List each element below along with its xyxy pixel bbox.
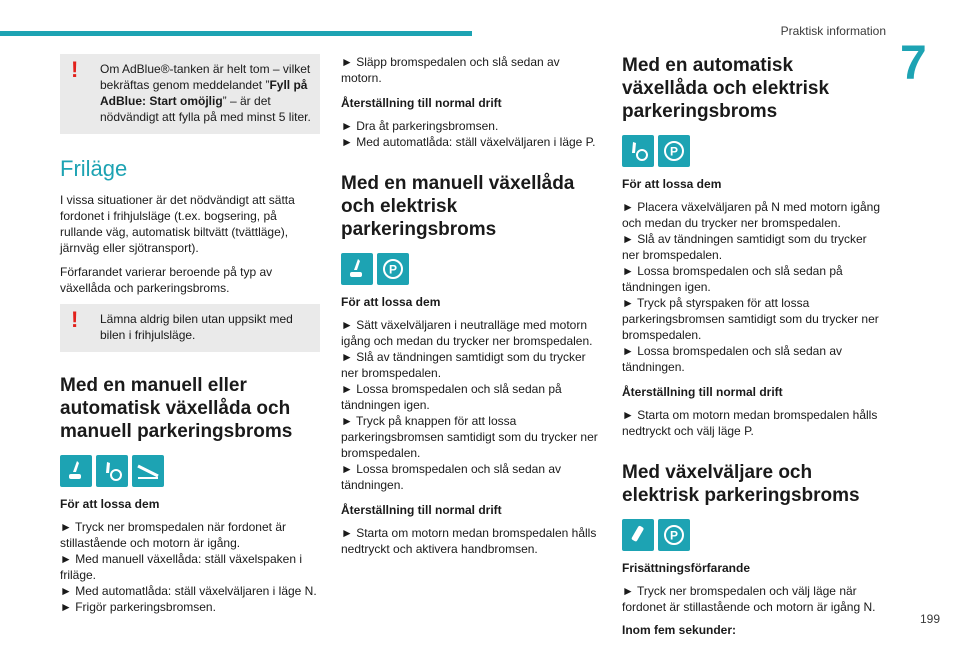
list-item: ► Placera växelväljaren på N med motorn igång och medan du trycker ner bromspedalen. (622, 200, 881, 230)
subsection-title: För att lossa dem (622, 177, 722, 191)
subsection-title: För att lossa dem (60, 497, 160, 511)
list-item: ► Lossa bromspedalen och slå sedan på tändningen igen. (622, 264, 843, 294)
electric-parking-brake-icon (377, 253, 409, 285)
step-list (622, 199, 882, 375)
page-number: 199 (919, 612, 940, 626)
warning-exclamation-icon: ! (71, 307, 79, 332)
paragraph: Förfarandet varierar beroende på typ av växellåda och parkeringsbroms. (60, 265, 273, 295)
svg-text:P: P (669, 528, 679, 543)
subsection-title: Återställning till normal drift (341, 503, 502, 517)
icon-row (622, 135, 882, 167)
list-item: ► Tryck på styrspaken för att lossa parkeringsbromsen samtidigt som du trycker ner bromspedalen. (622, 296, 879, 342)
step-list (622, 407, 882, 439)
list-item: ► Slå av tändningen samtidigt som du trycker ner bromspedalen. (622, 232, 867, 262)
svg-text:P: P (669, 144, 679, 159)
list-item: ► Slå av tändningen samtidigt som du trycker ner bromspedalen. (341, 350, 586, 380)
subsection-title: Frisättningsförfarande (622, 561, 751, 575)
list-item: ► Starta om motorn medan bromspedalen hålls nedtryckt och välj läge P. (622, 408, 878, 438)
electric-parking-brake-icon (658, 519, 690, 551)
list-item: ► Med automatlåda: ställ växelväljaren i läge N. (60, 584, 317, 598)
step-list (60, 519, 320, 615)
list-item: ► Tryck ner bromspedalen när fordonet är stillastående och motorn är igång. (60, 520, 286, 550)
column-1 (60, 54, 320, 623)
section-title: Med växelväljare och elektrisk parkeringsbroms (622, 462, 860, 506)
section-title: Med en manuell eller automatisk växellåda och manuell parkeringsbroms (60, 375, 293, 442)
list-item: ► Med automatlåda: ställ växelväljaren i läge P. (341, 135, 596, 149)
subsection-title: Återställning till normal drift (622, 385, 783, 399)
gear-lever-icon (60, 455, 92, 487)
list-item: ► Starta om motorn medan bromspedalen hålls nedtryckt och aktivera handbromsen. (341, 526, 597, 556)
svg-text:P: P (388, 262, 398, 277)
list-item: ► Lossa bromspedalen och slå sedan på tändningen igen. (341, 382, 562, 412)
column-2 (341, 54, 601, 565)
step-list (341, 525, 601, 557)
list-item: ► Tryck på knappen för att lossa parkeringsbromsen samtidigt som du trycker ner bromspedalen. (341, 414, 598, 460)
list-item: ► Släpp bromspedalen och slå sedan av motorn. (341, 55, 560, 85)
icon-row (60, 455, 320, 487)
header-accent-bar (0, 31, 472, 36)
icon-row (341, 253, 601, 285)
gear-lever-icon (341, 253, 373, 285)
paragraph: I vissa situationer är det nödvändigt att sätta fordonet i frihjulsläge (t.ex. bogsering, på rullande väg, automatisk biltvätt (tvättläge), järnväg eller sjötransport). (60, 193, 295, 255)
subsection-title: För att lossa dem (341, 295, 441, 309)
page-header-title: Praktisk information (780, 24, 886, 38)
subsection-title: Återställning till normal drift (341, 96, 502, 110)
electric-parking-brake-icon (658, 135, 690, 167)
list-item: ► Tryck ner bromspedalen och välj läge när fordonet är stillastående och motorn är igång N. (622, 584, 876, 614)
gear-selector-icon (96, 455, 128, 487)
section-title-frilage: Friläge (60, 156, 128, 181)
warning-exclamation-icon: ! (71, 57, 79, 82)
step-list (341, 317, 601, 493)
step-list (341, 54, 601, 86)
selector-switch-icon (622, 519, 654, 551)
warning-note-freewheel: ! Lämna aldrig bilen utan uppsikt med bilen i frihjulsläge. (60, 304, 320, 352)
handbrake-icon (132, 455, 164, 487)
list-item: ► Lossa bromspedalen och slå sedan av tändningen. (341, 462, 562, 492)
icon-row (622, 519, 882, 551)
column-3 (622, 54, 882, 645)
list-item: ► Frigör parkeringsbromsen. (60, 600, 216, 614)
chapter-number: 7 (900, 37, 927, 90)
list-item: ► Med manuell växellåda: ställ växelspaken i friläge. (60, 552, 302, 582)
list-item: ► Dra åt parkeringsbromsen. (341, 119, 499, 133)
list-item: ► Lossa bromspedalen och slå sedan av tändningen. (622, 344, 843, 374)
subsection-title: Inom fem sekunder: (622, 623, 737, 637)
section-title: Med en manuell växellåda och elektrisk parkeringsbroms (341, 173, 575, 240)
list-item: ► Sätt växelväljaren i neutralläge med motorn igång och medan du trycker ner bromspedalen. (341, 318, 593, 348)
step-list (622, 583, 882, 615)
warning-note-adblue: ! Om AdBlue®-tanken är helt tom – vilket bekräftas genom meddelandet ”Fyll på AdBlue: Start omöjlig” – är det nödvändigt att fylla på med minst 5 liter. (60, 54, 320, 134)
gear-selector-icon (622, 135, 654, 167)
section-title: Med en automatisk växellåda och elektrisk parkeringsbroms (622, 55, 830, 122)
step-list (341, 118, 601, 150)
